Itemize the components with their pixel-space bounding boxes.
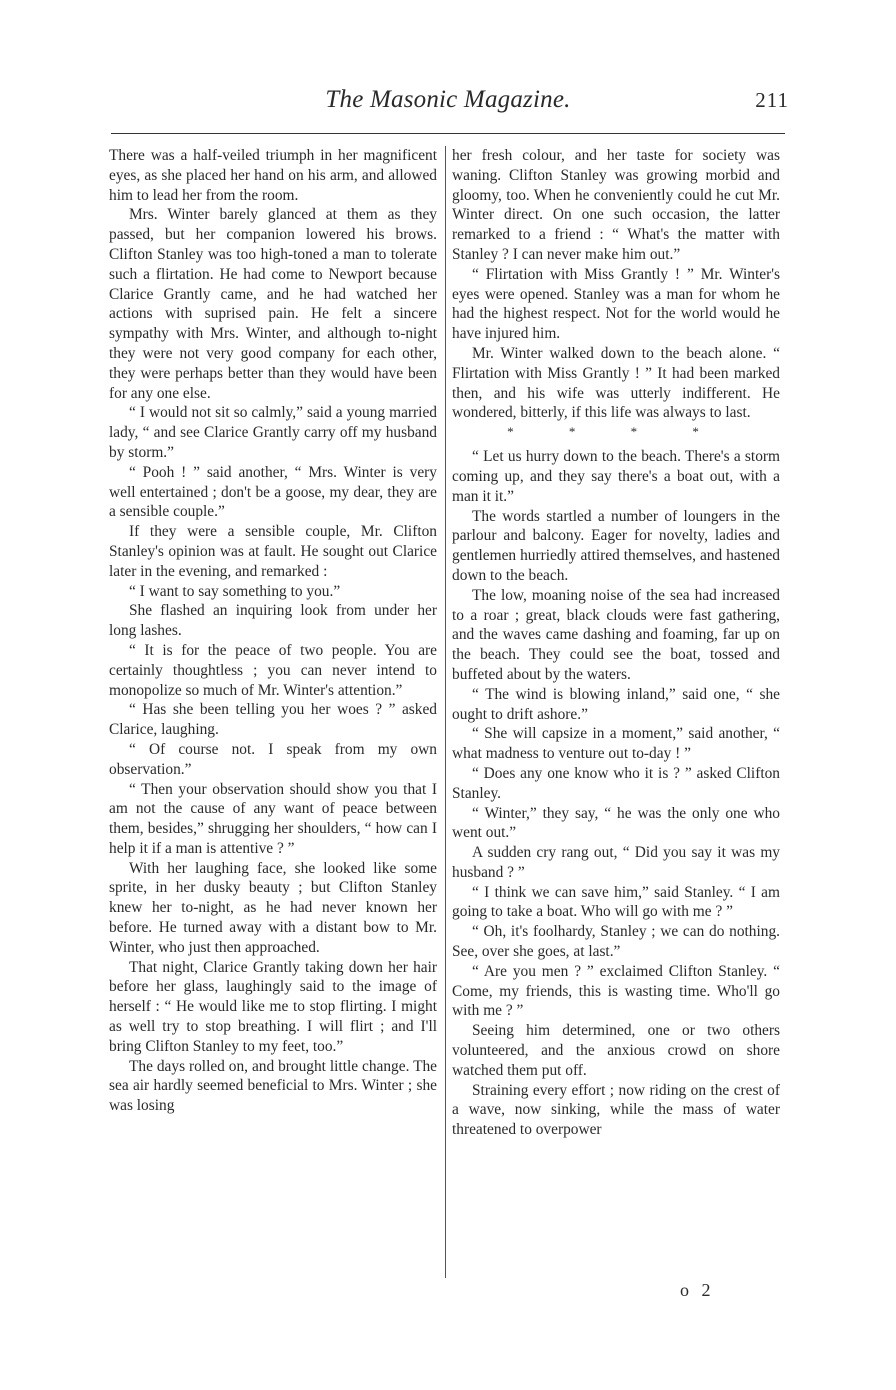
- page-number: 211: [755, 88, 789, 112]
- paragraph: “ I would not sit so calmly,” said a young married lady, “ and see Clarice Grantly carry off my husband by storm.”: [109, 404, 437, 461]
- paragraph: “ It is for the peace of two people. You are certainly thoughtless ; you can never intend to monopolize so much of Mr. Winter's attention.”: [109, 641, 437, 699]
- paragraph: “ Has she been telling you her woes ? ” asked Clarice, laughing.: [109, 701, 437, 739]
- paragraph: “ The wind is blowing inland,” said one, “ she ought to drift ashore.”: [452, 685, 780, 723]
- paragraph: She flashed an inquiring look from under her long lashes.: [109, 602, 437, 640]
- paragraph: “ Pooh ! ” said another, “ Mrs. Winter is very well entertained ; don't be a goose, my dear, they are a sensible couple.”: [109, 463, 437, 521]
- paragraph: “ Are you men ? ” exclaimed Clifton Stanley. “ Come, my friends, this is wasting time. Who'll go with me ? ”: [452, 962, 780, 1020]
- paragraph: “ Let us hurry down to the beach. There's a storm coming up, and they say there's a boat out, with a man it it.”: [452, 448, 780, 505]
- paragraph: The low, moaning noise of the sea had increased to a roar ; great, black clouds were fast gathering, and the waves came dashing and foaming, far up on the beach. They could see the boat, tossed and buffeted about by the waters.: [452, 586, 780, 683]
- paragraph: “ Does any one know who it is ? ” asked Clifton Stanley.: [452, 764, 780, 802]
- paragraph: her fresh colour, and her taste for society was waning. Clifton Stanley was growing morbid and gloomy, too. When he conveniently could he cut Mr. Winter direct. On one such occasion, the latter remarked to a friend : “ What's the matter with Stanley ? I can never make him out.”: [452, 147, 780, 263]
- running-header-title: The Masonic Magazine.: [325, 86, 571, 113]
- paragraph: “ Oh, it's foolhardy, Stanley ; we can do nothing. See, over she goes, at last.”: [452, 923, 780, 961]
- paragraph: “ I want to say something to you.”: [129, 582, 341, 600]
- paragraph: If they were a sensible couple, Mr. Clifton Stanley's opinion was at fault. He sought out Clarice later in the evening, and remarked :: [109, 523, 437, 580]
- paragraph: “ Flirtation with Miss Grantly ! ” Mr. Winter's eyes were opened. Stanley was a man for whom he had the highest respect. Not for the world would he have injured him.: [452, 265, 780, 343]
- paragraph: “ She will capsize in a moment,” said another, “ what madness to venture out to-day ! ”: [452, 725, 780, 763]
- paragraph: There was a half-veiled triumph in her magnificent eyes, as she placed her hand on his arm, and allowed him to lead her from the room.: [109, 147, 437, 204]
- column-divider: [445, 146, 446, 1278]
- left-column: [109, 146, 437, 1116]
- paragraph: The days rolled on, and brought little change. The sea air hardly seemed beneficial to Mrs. Winter ; she was losing: [109, 1057, 437, 1115]
- paragraph: A sudden cry rang out, “ Did you say it was my husband ? ”: [452, 844, 780, 881]
- paragraph: That night, Clarice Grantly taking down her hair before her glass, laughingly said to the image of herself : “ He would like me to stop flirting. I might as well try to stop breathing. I will flirt ; and I'll bring Clifton Stanley to my feet, too.”: [109, 958, 437, 1055]
- paragraph: The words startled a number of loungers in the parlour and balcony. Eager for novelty, ladies and gentlemen hurriedly attired themselves, and hastened down to the beach.: [452, 507, 780, 584]
- paragraph: “ I think we can save him,” said Stanley. “ I am going to take a boat. Who will go with me ? ”: [452, 883, 780, 921]
- signature-mark: o 2: [680, 1280, 715, 1300]
- paragraph: Mrs. Winter barely glanced at them as they passed, but her companion lowered his brows. Clifton Stanley was too high-toned a man to tolerate such a flirtation. He had come to Newport because Clarice Grantly came, and he had watched her actions with suprised pain. He felt a sincere sympathy with Mrs. Winter, and although to-night they were not very good company for each other, they were perhaps better than they would have been for any one else.: [109, 206, 437, 402]
- paragraph: “ Then your observation should show you that I am not the cause of any want of peace between them, besides,” shrugging her shoulders, “ how can I help it if a man is attentive ? ”: [109, 780, 437, 857]
- header-rule: [111, 133, 785, 134]
- right-column: [452, 146, 780, 1140]
- paragraph: With her laughing face, she looked like some sprite, in her dusky beauty ; but Clifton Stanley knew her to-night, as he had never known her before. He turned away with a distant bow to Mr. Winter, who just then approached.: [109, 859, 437, 956]
- paragraph: Straining every effort ; now riding on the crest of a wave, now sinking, while the mass of water threatened to overpower: [452, 1081, 780, 1139]
- section-break: * * * *: [507, 424, 725, 440]
- paragraph: Seeing him determined, one or two others volunteered, and the anxious crowd on shore watched them put off.: [452, 1022, 780, 1079]
- paragraph: Mr. Winter walked down to the beach alone. “ Flirtation with Miss Grantly ! ” It had been marked then, and his wife was utterly indifferent. He wondered, bitterly, if this life was always to last.: [452, 344, 780, 422]
- paragraph: “ Winter,” they say, “ he was the only one who went out.”: [452, 804, 780, 842]
- paragraph: “ Of course not. I speak from my own observation.”: [109, 740, 437, 778]
